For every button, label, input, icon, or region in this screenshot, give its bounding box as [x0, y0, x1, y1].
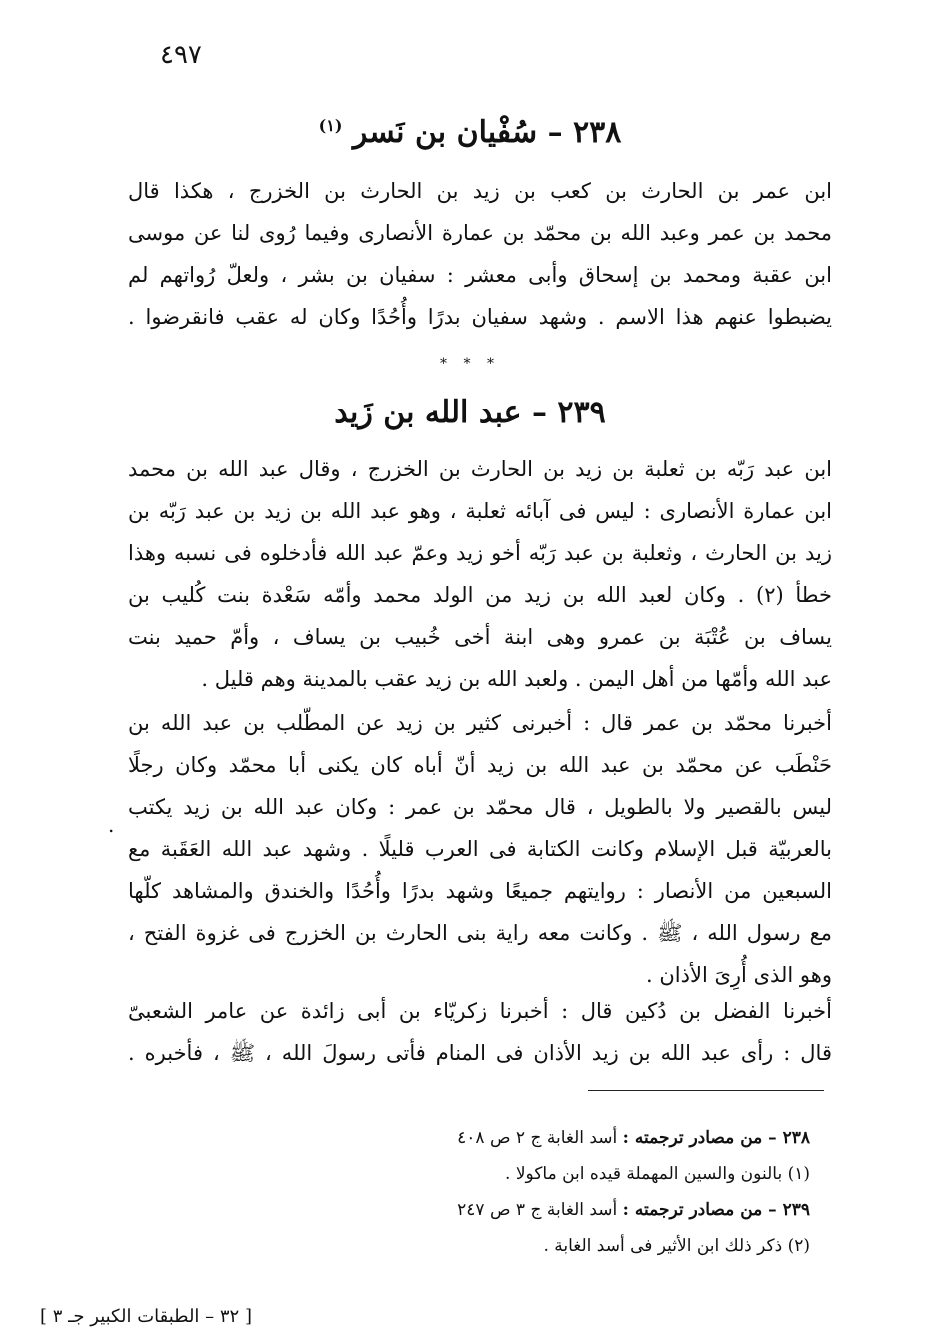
- text-line: عبد الله وأمّها من أهل اليمن . ولعبد الله بن زيد عقب بالمدينة وهم قليل .: [201, 667, 832, 691]
- margin-mark: .: [108, 813, 115, 837]
- entry-238-text: [128, 170, 832, 338]
- entry-title-238: ٢٣٨ – سُفْيان بن نَسر: [352, 115, 622, 150]
- footnote-divider: [588, 1090, 824, 1091]
- text-line: ابن عبد رَبّه بن ثعلبة بن زيد بن الحارث بن الخزرج ، وقال عبد الله بن محمد: [128, 457, 832, 481]
- signature-line: [ ٣٢ – الطبقات الكبير جـ ٣ ]: [40, 1306, 252, 1327]
- footnote-text: أسد الغابة ج ٣ ص ٢٤٧: [457, 1200, 623, 1220]
- text-line: قال : رأى عبد الله بن زيد الأذان فى المنام فأتى رسولَ الله ، ﷺ ، فأخبره .: [128, 1041, 832, 1065]
- text-line: حَنْطَب عن محمّد بن عبد الله بن زيد أنّ أباه كان يكنى أبا محمّد وكان رجلًا: [128, 753, 832, 777]
- entry-239-paragraph-2: [128, 702, 832, 996]
- footnote-label: ٢٣٨ – من مصادر ترجمته :: [622, 1128, 810, 1148]
- entry-239-paragraph-3: [128, 990, 832, 1074]
- footnote-text: أسد الغابة ج ٢ ص ٤٠٨: [457, 1128, 623, 1148]
- text-line: السبعين من الأنصار : روايتهم جميعًا وشهد بدرًا وأُحُدًا والخندق والمشاهد كلّها: [128, 879, 832, 903]
- page-number: ٤٩٧: [160, 40, 202, 70]
- text-line: مع رسول الله ، ﷺ . وكانت معه راية بنى الحارث بن الخزرج فى غزوة الفتح ،: [128, 921, 832, 945]
- footnote-sources-238: [340, 1128, 810, 1148]
- footnote-label: ٢٣٩ – من مصادر ترجمته :: [622, 1200, 810, 1220]
- text-line: ليس بالقصير ولا بالطويل ، قال محمّد بن عمر : وكان عبد الله بن زيد يكتب: [128, 795, 832, 819]
- entry-239-paragraph-1: [128, 448, 832, 700]
- text-line: يساف بن عُتْبَة بن عمرو وهى ابنة أخى خُبيب بن يساف ، وأمّ حميد بنت: [128, 625, 832, 649]
- entry-title-239: ٢٣٩ – عبد الله بن زَيد: [334, 395, 606, 430]
- footnote-sources-239: [340, 1200, 810, 1220]
- entry-heading-239: [120, 395, 820, 430]
- text-line: ابن عمر بن الحارث بن كعب بن زيد بن الحارث بن الخزرج ، هكذا قال: [128, 179, 832, 203]
- text-line: خطأ (٢) . وكان لعبد الله بن زيد من الولد محمد وأمّه سَعْدة بنت كُليب بن: [128, 583, 832, 607]
- text-line: محمد بن عمر وعبد الله بن محمّد بن عمارة الأنصارى وفيما رُوى لنا عن موسى: [128, 221, 832, 245]
- section-separator: * * *: [440, 356, 500, 372]
- text-line: ابن عقبة ومحمد بن إسحاق وأبى معشر : سفيان بن بشر ، ولعلّ رُواتهم لم: [128, 263, 832, 287]
- footnote-ref-1: (١): [318, 116, 343, 135]
- footnote-1: (١) بالنون والسين المهملة قيده ابن ماكولا .: [505, 1164, 810, 1184]
- footnote-2: (٢) ذكر ذلك ابن الأثير فى أسد الغابة .: [543, 1236, 810, 1256]
- entry-heading-238: [120, 115, 820, 150]
- text-line: زيد بن الحارث ، وثعلبة بن عبد رَبّه أخو زيد وعمّ عبد الله فأدخلوه فى نسبه وهذا: [128, 541, 832, 565]
- text-line: أخبرنا محمّد بن عمر قال : أخبرنى كثير بن زيد عن المطّلب بن عبد الله بن: [128, 711, 832, 735]
- text-line: بالعربيّة قبل الإسلام وكانت الكتابة فى العرب قليلًا . وشهد عبد الله العَقَبة مع: [128, 837, 832, 861]
- text-line: ابن عمارة الأنصارى : ليس فى آبائه ثعلبة ، وهو عبد الله بن زيد بن عبد رَبّه بن: [128, 499, 832, 523]
- text-line: وهو الذى أُرِىَ الأذان .: [646, 963, 832, 987]
- text-line: أخبرنا الفضل بن دُكين قال : أخبرنا زكريّاء بن أبى زائدة عن عامر الشعبىّ: [128, 999, 832, 1023]
- text-line: يضبطوا عنهم هذا الاسم . وشهد سفيان بدرًا وأُحُدًا وكان له عقب فانقرضوا .: [128, 305, 832, 329]
